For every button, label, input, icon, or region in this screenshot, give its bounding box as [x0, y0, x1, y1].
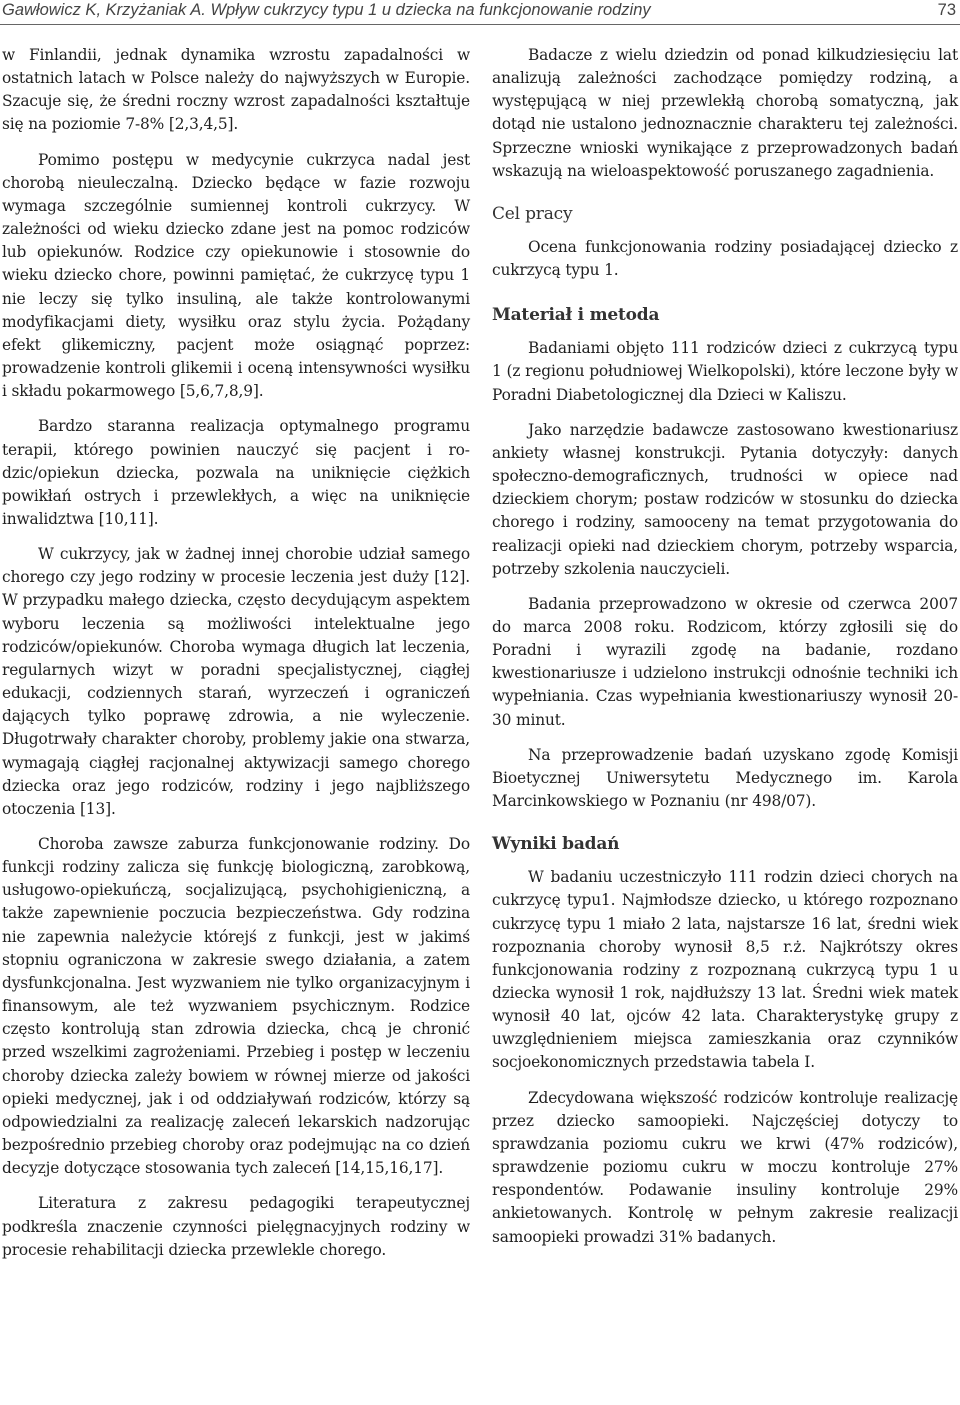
paragraph: w Finlandii, jednak dynamika wzrostu zapadalności w ostatnich latach w Polsce należy do najwyższych w Europie. Szacuje się, że średni roczny wzrost zapadalności kształtuje się na poziomie 7-8% [2,3,4,5].: [2, 46, 470, 134]
paragraph: W cukrzycy, jak w żadnej innej chorobie udział samego chorego czy jego rodziny w procesie leczenia jest duży [12]. W przypadku małego dziecka, często decydującym aspektem wyboru leczenia są możliwości intelektualne jego rodziców/opiekunów. Choroba wymaga długich lat leczenia, regularnych wizyt w poradni specjalistycznej, ciągłej edukacji, codziennych starań, wyrzeczeń i ograniczeń dających tylko poprawę zdrowia, a nie wyleczenie. Długotrwały charakter choroby, problemy jakie ona stwarza, wymagają ciągłej racjonalnej aktywizacji samego chorego dziecka oraz jego rodziców, rodziny i jego najbliższego otoczenia [13].: [2, 545, 470, 818]
section-heading-material-i-metoda: Materiał i metoda: [492, 305, 660, 326]
section-heading-wyniki-badan: Wyniki badań: [492, 834, 620, 855]
running-title: Gawłowicz K, Krzyżaniak A. Wpływ cukrzycy typu 1 u dziecka na funkcjonowanie rodziny: [2, 1, 651, 19]
left-column: [2, 44, 470, 1262]
paragraph: Pomimo postępu w medycynie cukrzyca nadal jest chorobą nieuleczalną. Dziecko będące w fazie rozwoju wymaga szczególnie sumiennej kontroli cukrzycy. W zależności od wieku dziecko zdane jest na pomoc rodziców lub opiekunów. Rodzice czy opiekunowie i stosownie do wieku dziecko chore, powinni pamiętać, że cukrzycę typu 1 nie leczy się tylko insuliną, ale także kontrolowanymi modyfikacjami diety, wysiłku oraz stylu życia. Pożądany efekt glikemiczny, pacjent może osiągnąć poprzez: prowadzenie kontroli glikemii i oceną intensywności wysiłku i składu pokarmowego [5,6,7,8,9].: [2, 150, 470, 401]
page-number: 73: [937, 1, 956, 19]
paragraph: Jako narzędzie badawcze zastosowano kwestionariusz ankiety własnej konstrukcji. Pytania dotyczyły: danych społeczno-demograficznych, trudności w opiece nad dzieckiem chorym; postaw rodziców w stosunku do dziecka chorego i rodziny, samooceny na temat przygotowania do realizacji opieki nad dzieckiem chorym, potrzeby wsparcia, potrzeby szkolenia nauczycieli.: [492, 420, 958, 578]
right-column: [492, 44, 958, 1249]
paragraph: W badaniu uczestniczyło 111 rodzin dzieci chorych na cukrzycę typu1. Najmłodsze dziecko, u którego rozpoznano cukrzycę typu 1 miało 2 lata, najstarsze 16 lat, średni wiek rozpoznania choroby wynosił 8,5 r.ż. Najkrótszy okres funkcjonowania rodziny z rozpoznaną cukrzycą typu 1 u dziecka wynosił 1 rok, najdłuższy 13 lat. Średni wiek matek wynosił 40 lat, ojców 42 lata. Charakterystykę grupy z uwzględnieniem miejsca zamieszkania oraz czynników socjoekonomicznych przedstawia tabela I.: [492, 868, 958, 1072]
paragraph: Na przeprowadzenie badań uzyskano zgodę Komisji Bioetycznej Uniwersytetu Medycznego im. Karola Marcinkowskiego w Poznaniu (nr 498/07).: [492, 745, 958, 811]
paragraph: Badania przeprowadzono w okresie od czerwca 2007 do marca 2008 roku. Rodzicom, którzy zgłosili się do Poradni i wyrazili zgodę na badanie, rozdano kwestionariusze i udzielono instrukcji odnośnie techniki ich wypełniania. Czas wypełniania kwestionariuszy wynosił 20-30 minut.: [492, 594, 958, 729]
paragraph: Ocena funkcjonowania rodziny posiadającej dziecko z cukrzycą typu 1.: [492, 237, 958, 280]
paragraph: Bardzo staranna realizacja optymalnego programu terapii, którego powinien nauczyć się pacjent i rodzic/opiekun dziecka, pozwala na uniknięcie ciężkich powikłań ostrych i przewlekłych, a więc na uniknięcie inwalidztwa [10,11].: [2, 417, 470, 528]
paragraph: Zdecydowana większość rodziców kontroluje realizację przez dziecko samoopieki. Najczęściej dotyczy to sprawdzania poziomu cukru we krwi (47% rodziców), sprawdzenie poziomu cukru w moczu kontroluje 27% respondentów. Podawanie insuliny kontroluje 29% ankietowanych. Kontrolę w pełnym zakresie realizacji samoopieki prowadzi 31% badanych.: [492, 1088, 958, 1246]
paragraph: Badaniami objęto 111 rodziców dzieci z cukrzycą typu 1 (z regionu południowej Wielkopolski), które leczone były w Poradni Diabetologicznej dla Dzieci w Kaliszu.: [492, 339, 958, 404]
section-heading-cel-pracy: Cel pracy: [492, 203, 573, 224]
paragraph: Choroba zawsze zaburza funkcjonowanie rodziny. Do funkcji rodziny zalicza się funkcję biologiczną, zarobkową, usługowo-opiekuńczą, socjalizującą, psychohigieniczną, a także zapewnienie poczucia bezpieczeństwa. Gdy rodzina nie zapewnia należycie którejś z funkcji, jest w jakimś stopniu ograniczona w zakresie swego działania, a zatem dysfunkcjonalna. Jest wyzwaniem nie tylko organizacyjnym i finansowym, ale też wyzwaniem psychicznym. Rodzice często kontrolują stan zdrowia dziecka, chcą je chronić przed wszelkimi zagrożeniami. Przebieg i postęp w leczeniu choroby dziecka zależy bowiem w równej mierze od jakości opieki medycznej, jak i od oddziaływań rodziców, którzy są odpowiedzialni za realizację zaleceń lekarskich nadzorując bezpośrednio przebieg choroby oraz podejmując na co dzień decyzje dotyczące stosowania tych zaleceń [14,15,16,17].: [2, 835, 470, 1178]
paragraph: Badacze z wielu dziedzin od ponad kilkudziesięciu lat analizują zależności zachodzące pomiędzy rodziną, a występującą w niej przewlekłą chorobą somatyczną, jak dotąd nie ustalono jednoznacznie charakteru tej zależności. Sprzeczne wnioski wynikające z przeprowadzonych badań wskazują na wieloaspektowość poruszanego zagadnienia.: [492, 46, 958, 180]
paragraph: Literatura z zakresu pedagogiki terapeutycznej podkreśla znaczenie czynności pielęgnacyjnych rodziny w procesie rehabilitacji dziecka przewlekle chorego.: [2, 1194, 470, 1259]
running-header: [0, 0, 960, 25]
